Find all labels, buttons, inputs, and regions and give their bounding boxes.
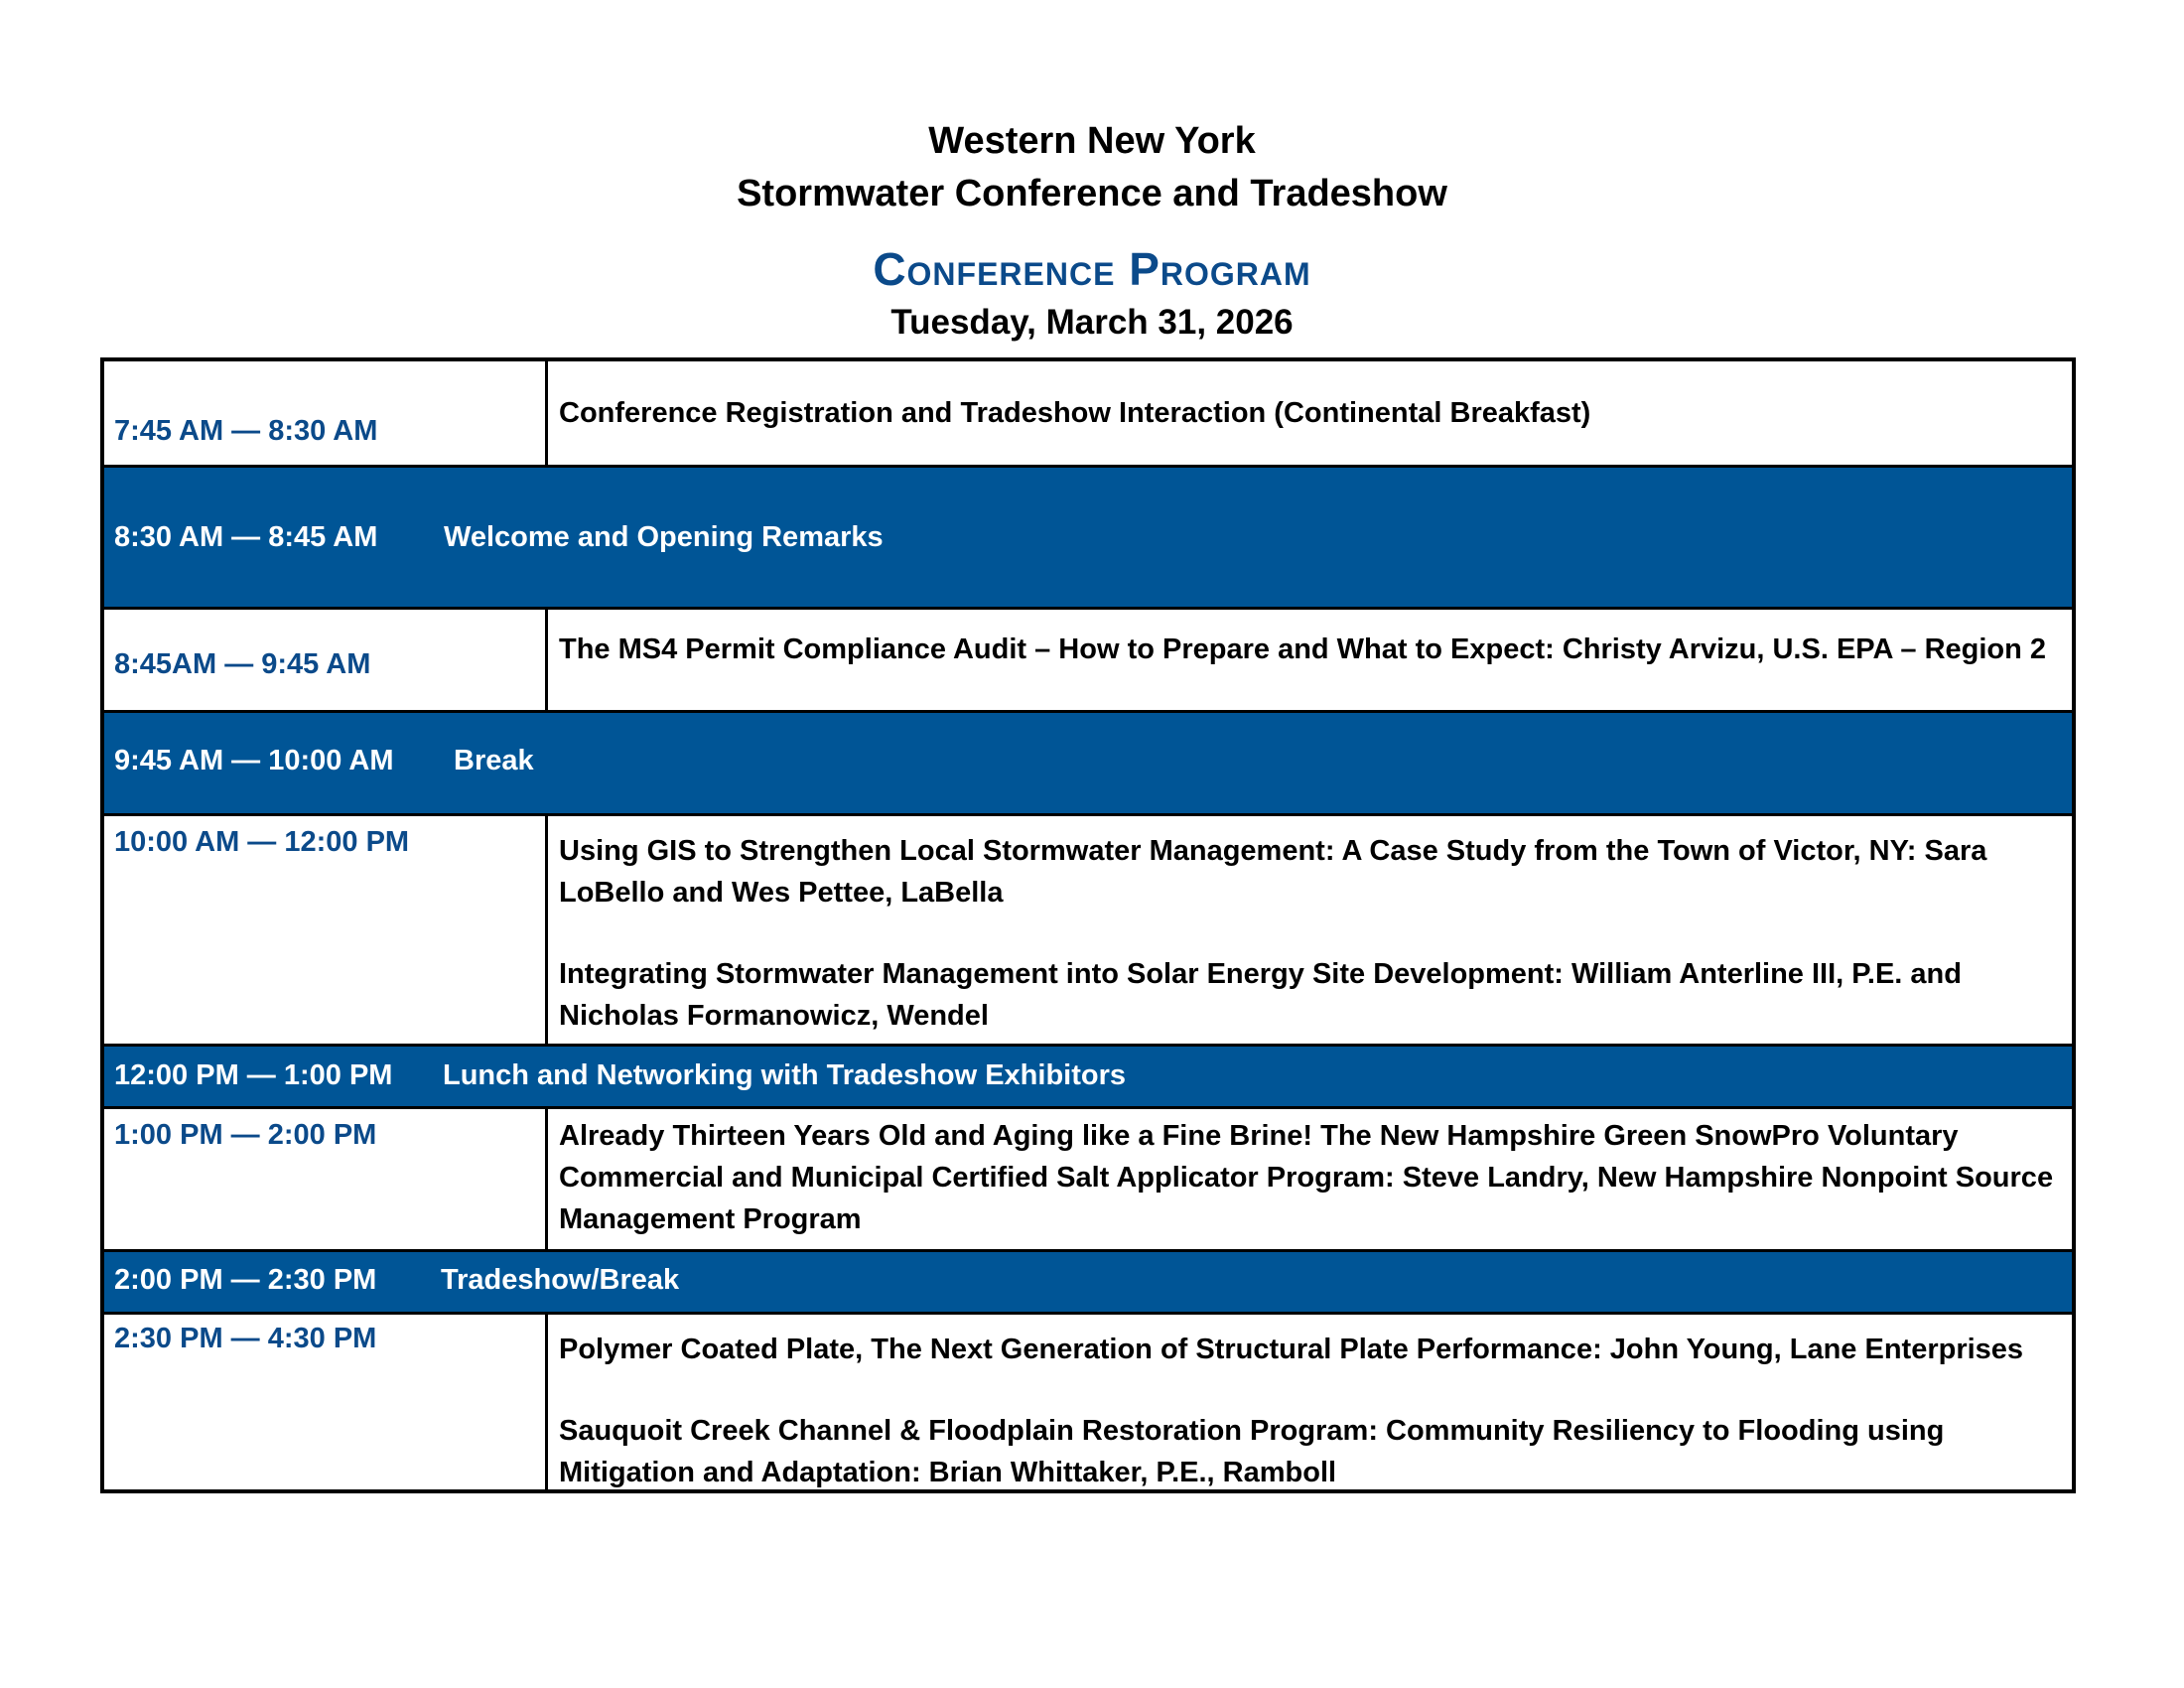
schedule-band [104, 713, 2072, 816]
conference-title-line1: Western New York [928, 120, 1256, 162]
session-cell [559, 392, 2058, 434]
band-time-label: 2:00 PM — 2:30 PM [114, 1264, 377, 1296]
session-text: Sauquoit Creek Channel & Floodplain Restoration Program: Community Resiliency to Flooding using Mitigation and Adaptation: Brian Whittaker, P.E., Ramboll [559, 1415, 1945, 1488]
band-time-label: 9:45 AM — 10:00 AM [114, 745, 394, 776]
band-time-label: 12:00 PM — 1:00 PM [114, 1059, 393, 1091]
session-text: Integrating Stormwater Management into Solar Energy Site Development: William Anterline III, P.E. and Nicholas Formanowicz, Wendel [559, 958, 1962, 1032]
time-label: 10:00 AM — 12:00 PM [114, 826, 410, 858]
band-title: Break [454, 745, 534, 776]
session-text: Using GIS to Strengthen Local Stormwater Management: A Case Study from the Town of Victor, NY: Sara LoBello and Wes Pettee, LaBella [559, 835, 1987, 909]
schedule-table [100, 357, 2076, 1493]
schedule-row [104, 1109, 2072, 1252]
schedule-row [104, 816, 2072, 1047]
program-heading: Conference Program [873, 243, 1311, 295]
schedule-row [104, 610, 2072, 713]
band-time-label: 8:30 AM — 8:45 AM [114, 521, 378, 553]
session-text: Conference Registration and Tradeshow Interaction (Continental Breakfast) [559, 397, 1591, 429]
conference-title-line2: Stormwater Conference and Tradeshow [737, 173, 1447, 214]
schedule-band [104, 1047, 2072, 1109]
schedule-band [104, 1252, 2072, 1315]
schedule-band [104, 468, 2072, 610]
session-text: Polymer Coated Plate, The Next Generation of Structural Plate Performance: John Young, Lane Enterprises [559, 1334, 2024, 1365]
time-cell [104, 361, 548, 465]
schedule-row [104, 1315, 2072, 1489]
program-date: Tuesday, March 31, 2026 [890, 303, 1294, 342]
session-text: Already Thirteen Years Old and Aging like a Fine Brine! The New Hampshire Green SnowPro Voluntary Commercial and Municipal Certified Salt Applicator Program: Steve Landry, New Hampshire Nonpoint Source Management Program [559, 1120, 2054, 1235]
time-label: 2:30 PM — 4:30 PM [114, 1323, 377, 1354]
band-title: Welcome and Opening Remarks [444, 521, 884, 553]
time-cell [104, 1315, 548, 1489]
time-cell [104, 816, 548, 1044]
session-cell [559, 1115, 2058, 1240]
band-title: Tradeshow/Break [441, 1264, 680, 1296]
band-title: Lunch and Networking with Tradeshow Exhibitors [443, 1059, 1126, 1091]
time-label: 1:00 PM — 2:00 PM [114, 1119, 377, 1151]
time-cell [104, 1109, 548, 1249]
schedule-row [104, 361, 2072, 468]
time-label: 7:45 AM — 8:30 AM [114, 415, 378, 447]
session-text: The MS4 Permit Compliance Audit – How to Prepare and What to Expect: Christy Arvizu, U.S. EPA – Region 2 [559, 633, 2047, 665]
session-cell [559, 830, 2058, 1037]
time-cell [104, 610, 548, 710]
session-cell [559, 1329, 2058, 1493]
time-label: 8:45AM — 9:45 AM [114, 648, 371, 680]
session-cell [559, 629, 2058, 670]
